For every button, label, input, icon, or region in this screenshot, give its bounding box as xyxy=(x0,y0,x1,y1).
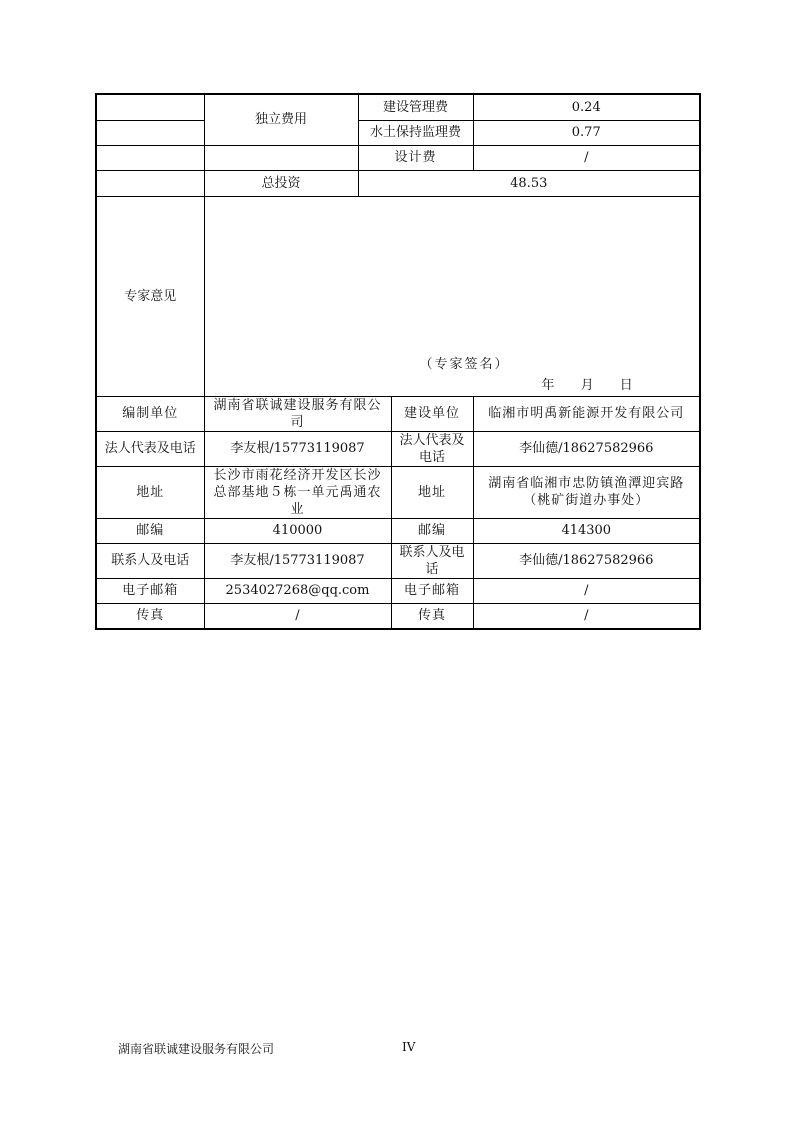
page-number: IV xyxy=(402,1040,416,1054)
compiler-address: 长沙市雨花经济开发区长沙总部基地５栋一单元禹通农业 xyxy=(204,466,391,518)
builder-postcode: 414300 xyxy=(473,518,700,543)
swc-supervision-value: 0.77 xyxy=(473,120,700,145)
total-investment-value: 48.53 xyxy=(358,170,700,196)
design-fee-label: 设计费 xyxy=(358,145,473,170)
swc-supervision-label: 水土保持监理费 xyxy=(358,120,473,145)
builder-fax: / xyxy=(473,603,700,629)
blank-cell xyxy=(96,94,204,120)
compiler-fax: / xyxy=(204,603,391,629)
builder-contact: 李仙德/18627582966 xyxy=(473,543,700,578)
blank-cell xyxy=(96,170,204,196)
builder-address: 湖南省临湘市忠防镇渔潭迎宾路（桃矿街道办事处） xyxy=(473,466,700,518)
compiler-unit-label: 编制单位 xyxy=(96,396,204,431)
compiler-fax-label: 传真 xyxy=(96,603,204,629)
construction-mgmt-label: 建设管理费 xyxy=(358,94,473,120)
compiler-postcode-label: 邮编 xyxy=(96,518,204,543)
builder-legal: 李仙德/18627582966 xyxy=(473,431,700,466)
builder-unit: 临湘市明禹新能源开发有限公司 xyxy=(473,396,700,431)
builder-email: / xyxy=(473,578,700,603)
independent-fee-label: 独立费用 xyxy=(204,94,358,145)
total-investment-label: 总投资 xyxy=(204,170,358,196)
compiler-legal-label: 法人代表及电话 xyxy=(96,431,204,466)
builder-email-label: 电子邮箱 xyxy=(391,578,473,603)
builder-postcode-label: 邮编 xyxy=(391,518,473,543)
builder-contact-label: 联系人及电话 xyxy=(391,543,473,578)
construction-mgmt-value: 0.24 xyxy=(473,94,700,120)
footer-company: 湖南省联诚建设服务有限公司 xyxy=(118,1042,275,1056)
compiler-contact-label: 联系人及电话 xyxy=(96,543,204,578)
blank-cell xyxy=(204,145,358,170)
compiler-postcode: 410000 xyxy=(204,518,391,543)
expert-signature-label: （专家签名） xyxy=(419,356,510,372)
builder-address-label: 地址 xyxy=(391,466,473,518)
compiler-email: 2534027268@qq.com xyxy=(204,578,391,603)
blank-cell xyxy=(96,120,204,145)
compiler-email-label: 电子邮箱 xyxy=(96,578,204,603)
builder-legal-label: 法人代表及电话 xyxy=(391,431,473,466)
expert-opinion-label: 专家意见 xyxy=(96,196,204,396)
compiler-contact: 李友根/15773119087 xyxy=(204,543,391,578)
expert-opinion-area xyxy=(204,196,700,396)
blank-cell xyxy=(96,145,204,170)
signature-date: 年 月 日 xyxy=(541,377,633,393)
compiler-address-label: 地址 xyxy=(96,466,204,518)
design-fee-value: / xyxy=(473,145,700,170)
builder-fax-label: 传真 xyxy=(391,603,473,629)
compiler-unit: 湖南省联诚建设服务有限公司 xyxy=(204,396,391,431)
compiler-legal: 李友根/15773119087 xyxy=(204,431,391,466)
builder-unit-label: 建设单位 xyxy=(391,396,473,431)
project-info-table xyxy=(95,93,701,630)
